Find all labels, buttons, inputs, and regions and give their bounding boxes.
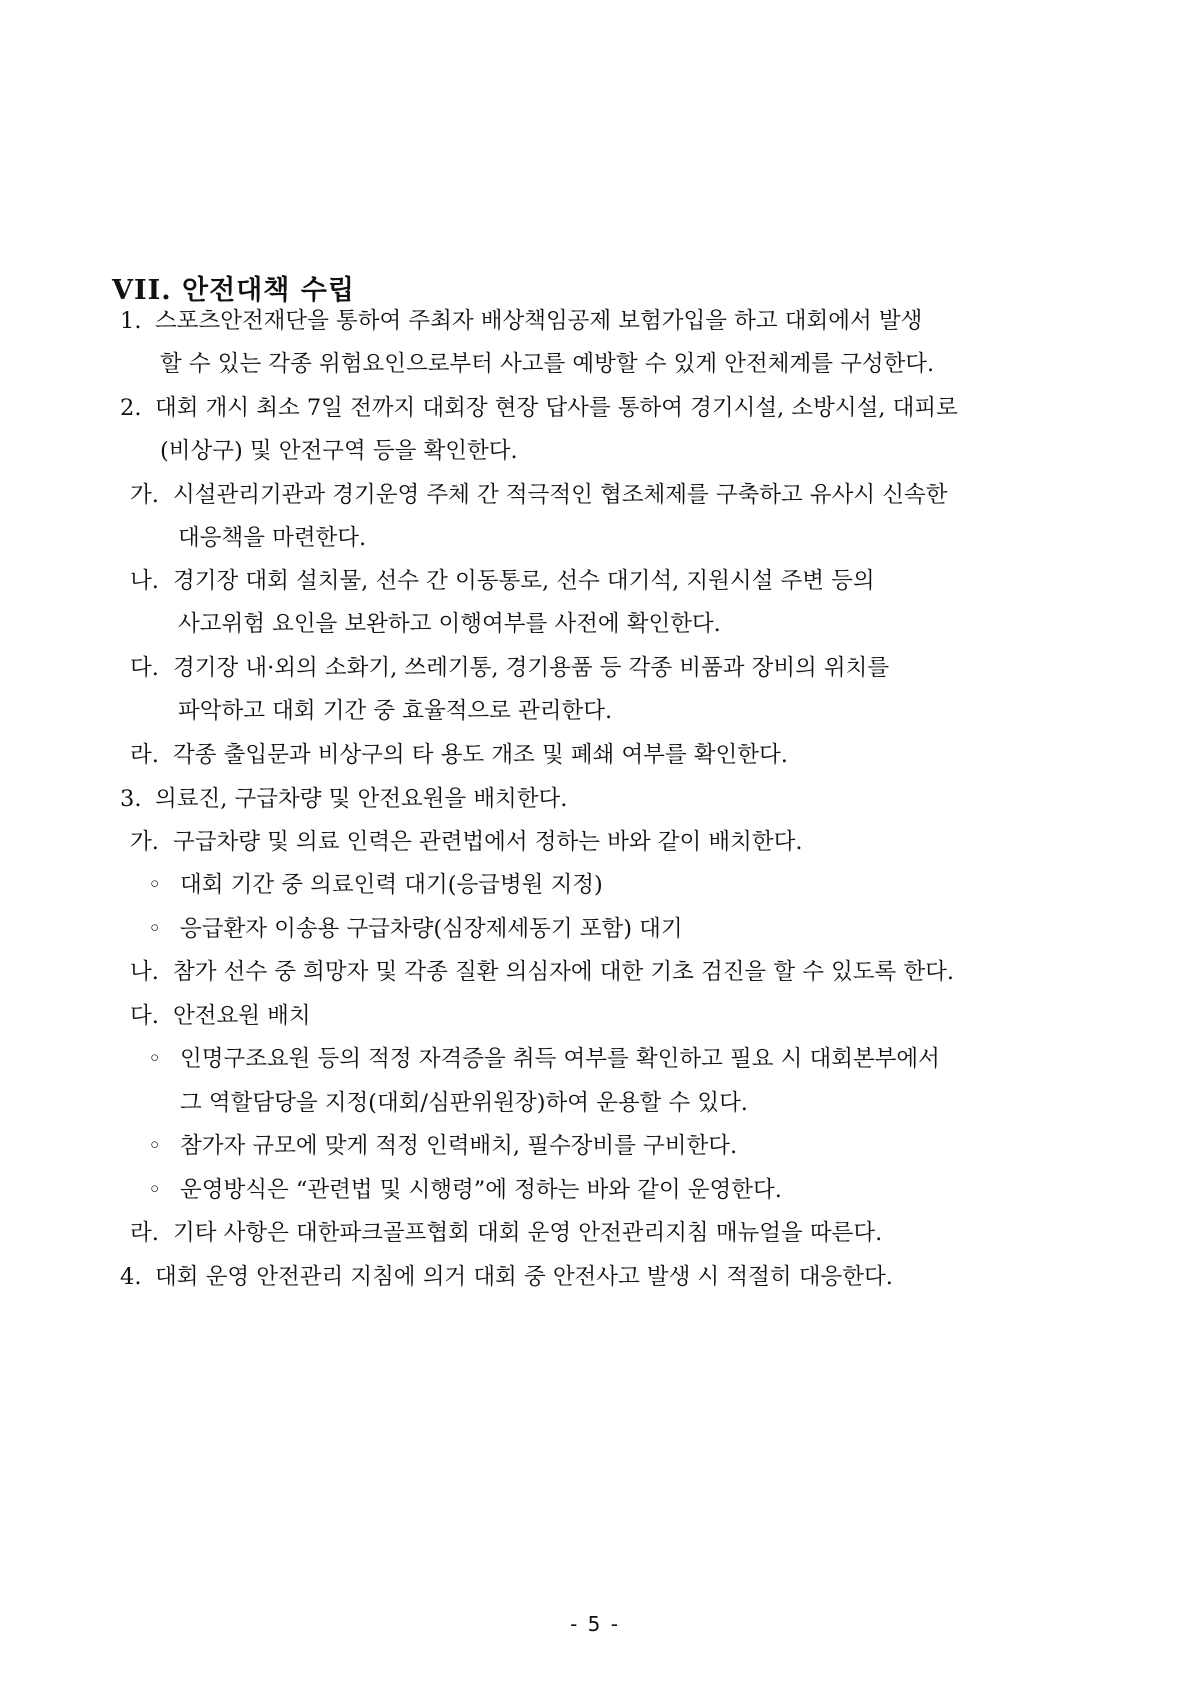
item-3b-text: 참가 선수 중 희망자 및 각종 질환 의심자에 대한 기초 검진을 할 수 있도록 한다. bbox=[173, 959, 955, 985]
item-2-number: 2. bbox=[120, 395, 142, 421]
item-1-text-line-2: 할 수 있는 각종 위험요인으로부터 사고를 예방할 수 있게 안전체계를 구성한다. bbox=[160, 351, 935, 377]
bullet-5-text: 운영방식은 “관련법 및 시행령”에 정하는 바와 같이 운영한다. bbox=[180, 1177, 782, 1203]
item-2d-number: 라. bbox=[130, 742, 159, 768]
section-heading: VII. 안전대책 수립 bbox=[112, 275, 355, 306]
item-4-number: 4. bbox=[120, 1264, 142, 1290]
item-2c-text-line-1: 경기장 내·외의 소화기, 쓰레기통, 경기용품 등 각종 비품과 장비의 위치를 bbox=[173, 655, 890, 681]
item-2b-text-line-1: 경기장 대회 설치물, 선수 간 이동통로, 선수 대기석, 지원시설 주변 등의 bbox=[173, 568, 875, 594]
item-3c-number: 다. bbox=[130, 1003, 159, 1029]
item-1-text-line-1: 스포츠안전재단을 통하여 주최자 배상책임공제 보험가입을 하고 대회에서 발생 bbox=[155, 308, 923, 334]
item-3d-number: 라. bbox=[130, 1220, 159, 1246]
bullet-4-text: 참가자 규모에 맞게 적정 인력배치, 필수장비를 구비한다. bbox=[180, 1133, 738, 1159]
item-2a-number: 가. bbox=[130, 482, 159, 508]
item-2b-number: 나. bbox=[130, 568, 159, 594]
item-2-text-line-1: 대회 개시 최소 7일 전까지 대회장 현장 답사를 통하여 경기시설, 소방시설, 대피로 bbox=[155, 395, 958, 421]
item-4-text: 대회 운영 안전관리 지침에 의거 대회 중 안전사고 발생 시 적절히 대응한다. bbox=[155, 1264, 893, 1290]
bullet-2-marker: ◦ bbox=[148, 916, 162, 942]
item-3c-text: 안전요원 배치 bbox=[173, 1003, 311, 1029]
page-number: - 5 - bbox=[570, 1612, 620, 1636]
item-3-text: 의료진, 구급차량 및 안전요원을 배치한다. bbox=[155, 786, 568, 812]
item-2d-text: 각종 출입문과 비상구의 타 용도 개조 및 폐쇄 여부를 확인한다. bbox=[173, 742, 788, 768]
item-2-text-line-2: (비상구) 및 안전구역 등을 확인한다. bbox=[160, 438, 518, 464]
item-2a-text-line-2: 대응책을 마련한다. bbox=[178, 525, 367, 551]
bullet-3-text-line-2: 그 역할담당을 지정(대회/심판위원장)하여 운용할 수 있다. bbox=[180, 1090, 748, 1116]
bullet-3-marker: ◦ bbox=[148, 1046, 162, 1072]
item-2a-text-line-1: 시설관리기관과 경기운영 주체 간 적극적인 협조체제를 구축하고 유사시 신속한 bbox=[173, 482, 948, 508]
item-1-number: 1. bbox=[120, 308, 142, 334]
bullet-1-text: 대회 기간 중 의료인력 대기(응급병원 지정) bbox=[180, 872, 603, 898]
item-3a-text: 구급차량 및 의료 인력은 관련법에서 정하는 바와 같이 배치한다. bbox=[173, 829, 803, 855]
bullet-5-marker: ◦ bbox=[148, 1177, 162, 1203]
item-2b-text-line-2: 사고위험 요인을 보완하고 이행여부를 사전에 확인한다. bbox=[178, 611, 721, 637]
item-3b-number: 나. bbox=[130, 959, 159, 985]
item-2c-number: 다. bbox=[130, 655, 159, 681]
bullet-3-text-line-1: 인명구조요원 등의 적정 자격증을 취득 여부를 확인하고 필요 시 대회본부에서 bbox=[180, 1046, 940, 1072]
bullet-4-marker: ◦ bbox=[148, 1133, 162, 1159]
item-3a-number: 가. bbox=[130, 829, 159, 855]
item-3-number: 3. bbox=[120, 786, 142, 812]
bullet-1-marker: ◦ bbox=[148, 872, 162, 898]
bullet-2-text: 응급환자 이송용 구급차량(심장제세동기 포함) 대기 bbox=[180, 916, 683, 942]
item-2c-text-line-2: 파악하고 대회 기간 중 효율적으로 관리한다. bbox=[178, 698, 613, 724]
item-3d-text: 기타 사항은 대한파크골프협회 대회 운영 안전관리지침 매뉴얼을 따른다. bbox=[173, 1220, 883, 1246]
